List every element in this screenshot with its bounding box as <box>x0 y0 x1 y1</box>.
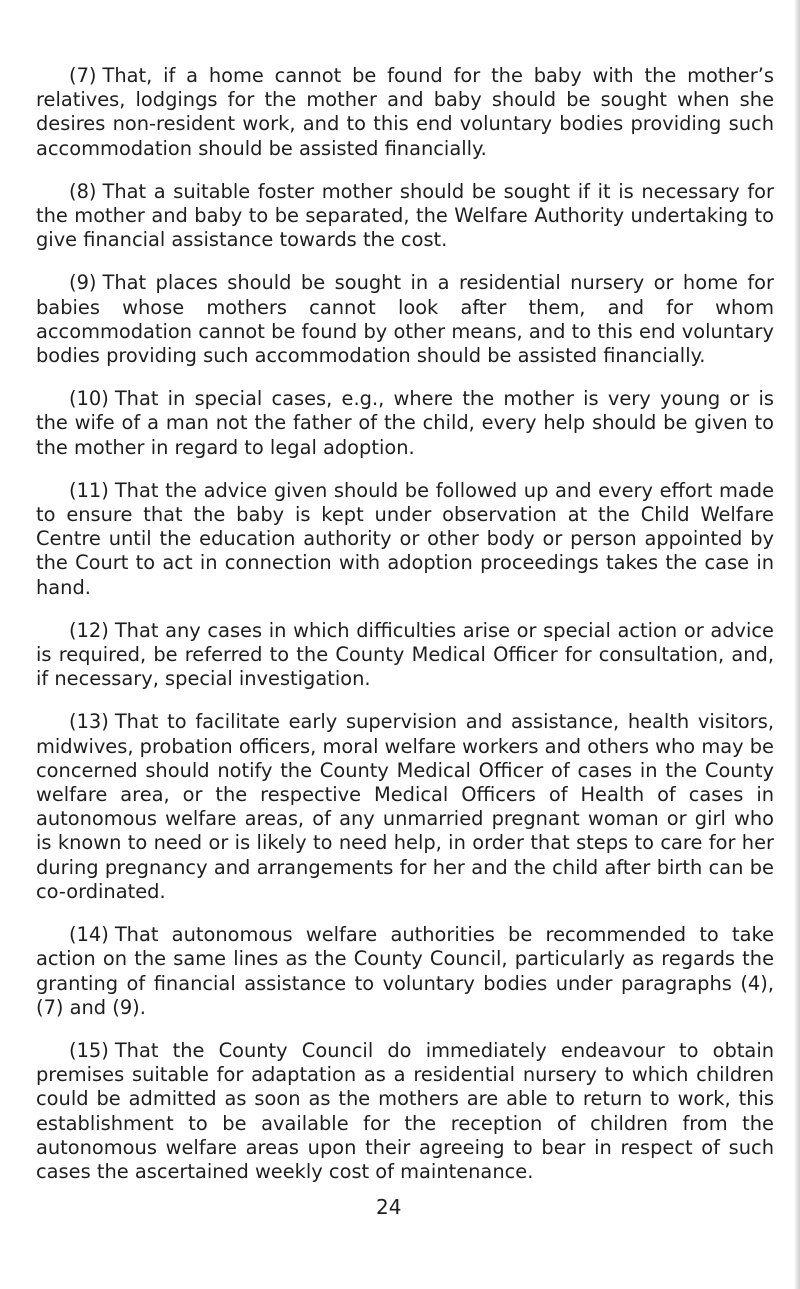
paragraph-10 <box>36 387 774 460</box>
document-body <box>36 64 774 1203</box>
paragraph-text: That any cases in which difficulties arise or special action or advice is required, be referred to the County Medical Officer for consultation, and, if necessary, special investigation. <box>36 618 774 691</box>
paragraph-number: (15) <box>69 1038 109 1062</box>
paragraph-text: That places should be sought in a residential nursery or home for babies whose mothers cannot look after them, and for whom accommodation cannot be found by other means, and to this end voluntary bodies providing such accommodation should be assisted financially. <box>36 271 774 368</box>
paragraph-13 <box>36 710 774 904</box>
paragraph-9 <box>36 271 774 368</box>
page-number: 24 <box>376 1195 402 1219</box>
paragraph-number: (13) <box>69 710 109 734</box>
paragraph-text: That autonomous welfare authorities be recommended to take action on the same lines as the County Council, particularly as regards the granting of financial assistance to voluntary bodies under paragraphs (4), (7) and (9). <box>36 923 774 1019</box>
paragraph-text: That a suitable foster mother should be sought if it is necessary for the mother and baby to be separated, the Welfare Authority undertaking to give financial assistance towards the cost. <box>36 179 774 252</box>
paragraph-7 <box>36 64 774 161</box>
paragraph-number: (11) <box>69 478 109 502</box>
paragraph-15 <box>36 1039 774 1184</box>
paragraph-number: (9) <box>69 271 97 295</box>
paragraph-14 <box>36 923 774 1020</box>
paragraph-number: (10) <box>69 387 109 411</box>
paragraph-number: (7) <box>69 64 97 87</box>
paragraph-text: That the advice given should be followed up and every effort made to ensure that the baby is kept under observation at the Child Welfare Centre until the education authority or other body or person appointed by the Court to act in connection with adoption proceedings takes the case in hand. <box>36 478 774 599</box>
page-edge-shadow <box>794 0 800 1289</box>
paragraph-12 <box>36 619 774 692</box>
paragraph-text: That the County Council do immediately endeavour to obtain premises suitable for adaptation as a residential nursery to which children could be admitted as soon as the mothers are able to return to work, this establishment to be available for the reception of children from the autonomous welfare areas upon their agreeing to bear in respect of such cases the ascertained weekly cost of maintenance. <box>36 1038 774 1183</box>
paragraph-number: (14) <box>69 923 109 947</box>
paragraph-text: That, if a home cannot be found for the baby with the mother’s relatives, lodgings for the mother and baby should be sought when she desires non-resident work, and to this end voluntary bodies providing such accommodation should be assisted financially. <box>36 64 774 160</box>
paragraph-11 <box>36 479 774 600</box>
paragraph-number: (8) <box>69 179 97 203</box>
paragraph-text: That in special cases, e.g., where the mother is very young or is the wife of a man not the father of the child, every help should be given to the mother in regard to legal adoption. <box>36 387 774 459</box>
paragraph-number: (12) <box>69 618 109 642</box>
paragraph-8 <box>36 180 774 253</box>
paragraph-text: That to facilitate early supervision and assistance, health visitors, midwives, probation officers, moral welfare workers and others who may be concerned should notify the County Medical Officer of cases in the County welfare area, or the respective Medical Officers of Health of cases in autonomous welfare areas, of any unmarried pregnant woman or girl who is known to need or is likely to need help, in order that steps to care for her during pregnancy and arrangements for her and the child after birth can be co-ordinated. <box>36 710 774 903</box>
